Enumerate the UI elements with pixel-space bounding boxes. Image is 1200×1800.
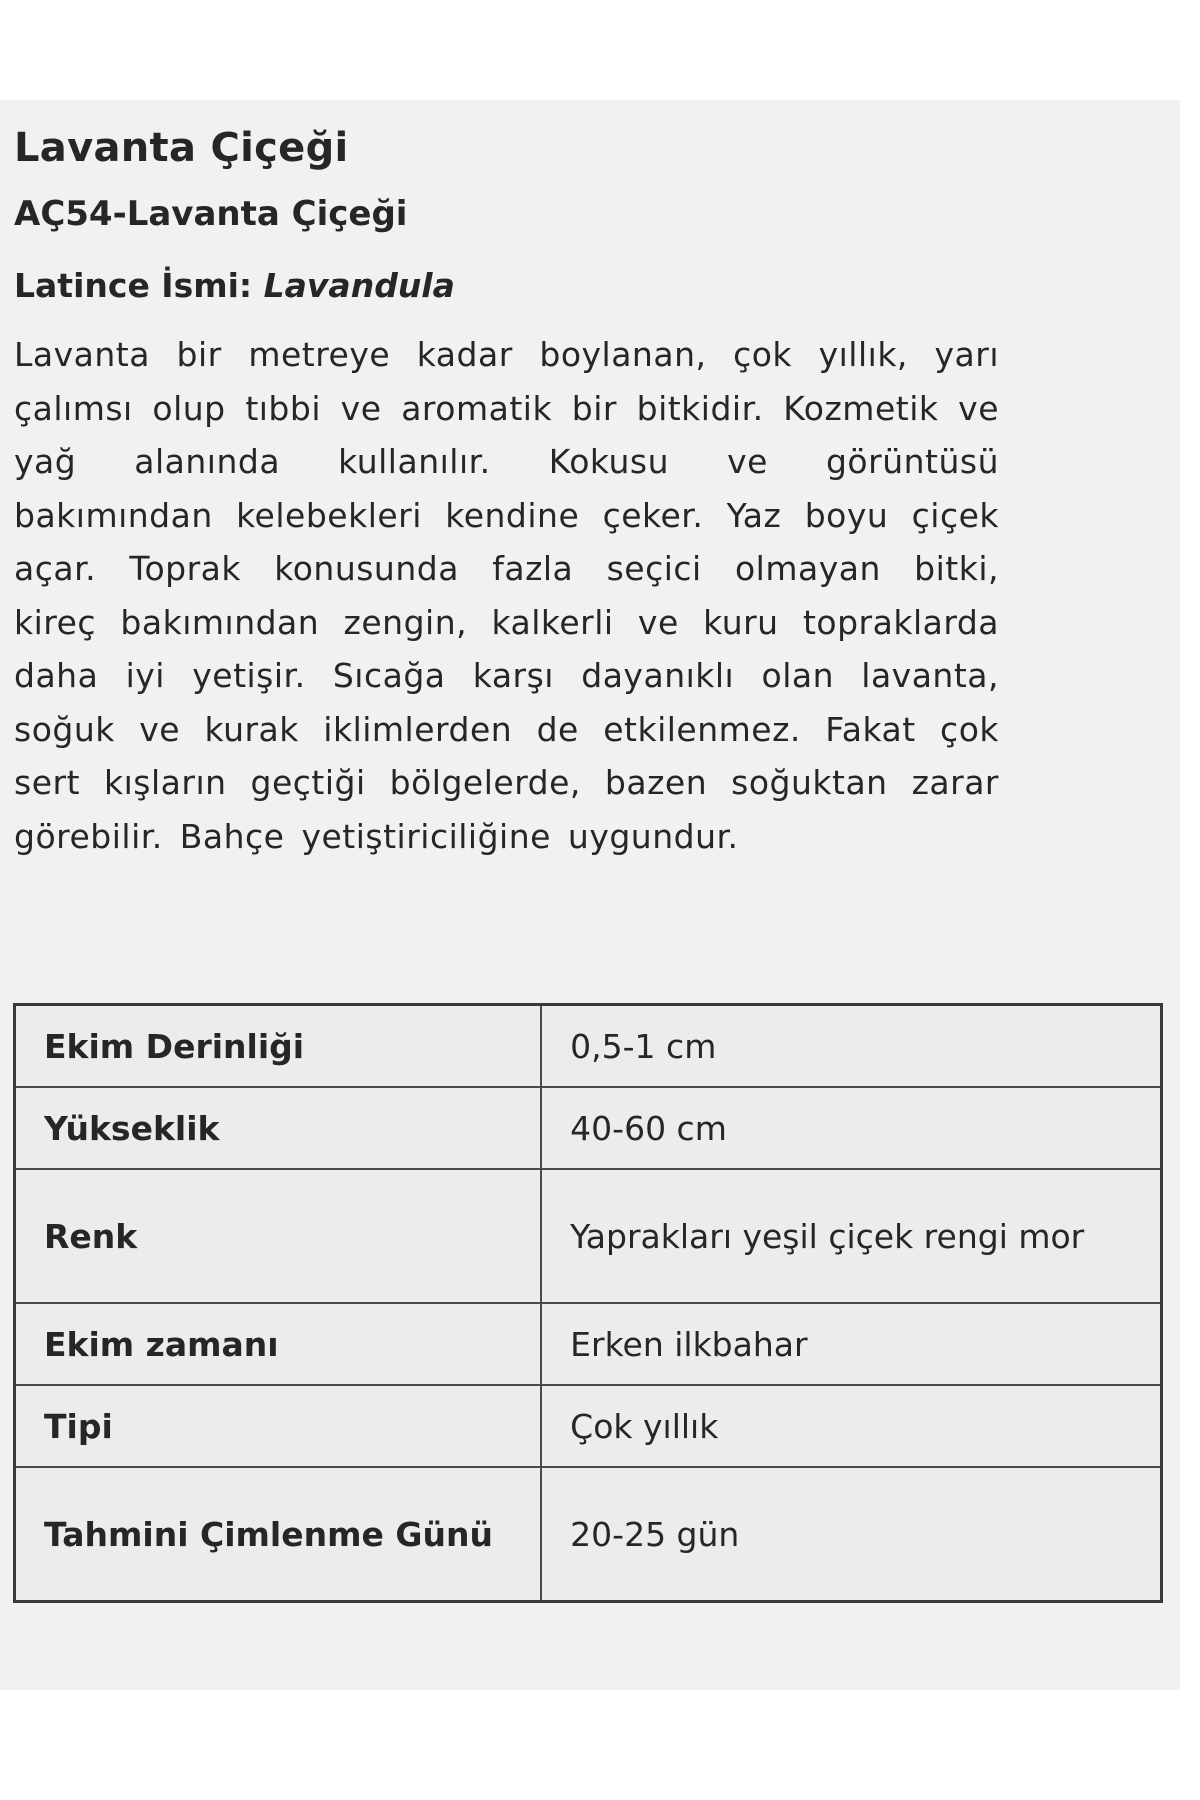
product-title: Lavanta Çiçeği [14, 125, 349, 171]
spec-value: Erken ilkbahar [541, 1303, 1161, 1385]
spec-label: Renk [15, 1169, 542, 1303]
table-row [15, 1169, 1162, 1303]
latin-name [14, 258, 1162, 314]
product-code: AÇ54-Lavanta Çiçeği [14, 194, 408, 234]
table-row [15, 1467, 1162, 1602]
table-row [15, 1385, 1162, 1467]
table-row [15, 1303, 1162, 1385]
spec-label: Ekim zamanı [15, 1303, 542, 1385]
spec-value: 40-60 cm [541, 1087, 1161, 1169]
table-row [15, 1005, 1162, 1088]
spec-label: Yükseklik [15, 1087, 542, 1169]
specs-table [13, 1003, 1163, 1603]
spec-value: Çok yıllık [541, 1385, 1161, 1467]
latin-name-value: Lavandula [263, 266, 455, 305]
spec-label: Tipi [15, 1385, 542, 1467]
table-row [15, 1087, 1162, 1169]
spec-value: 0,5-1 cm [541, 1005, 1161, 1088]
spec-label: Tahmini Çimlenme Günü [15, 1467, 542, 1602]
spec-value: 20-25 gün [541, 1467, 1161, 1602]
product-description: Lavanta bir metreye kadar boylanan, çok yıllık, yarı çalımsı olup tıbbi ve aromatik bir bitkidir. Kozmetik ve yağ alanında kullanılır. Kokusu ve görüntüsü bakımından kelebekleri kendine çeker. Yaz boyu çiçek açar. Toprak konusunda fazla seçici olmayan bitki, kireç bakımından zengin, kalkerli ve kuru topraklarda daha iyi yetişir. Sıcağa karşı dayanıklı olan lavanta, soğuk ve kurak iklimlerden de etkilenmez. Fakat çok sert kışların geçtiği bölgelerde, bazen soğuktan zarar görebilir. Bahçe yetiştiriciliğine uygundur. [14, 335, 999, 856]
spec-label: Ekim Derinliği [15, 1005, 542, 1088]
spec-value: Yaprakları yeşil çiçek rengi mor [541, 1169, 1161, 1303]
product-info [14, 118, 1162, 863]
latin-name-label: Latince İsmi: [14, 266, 253, 305]
